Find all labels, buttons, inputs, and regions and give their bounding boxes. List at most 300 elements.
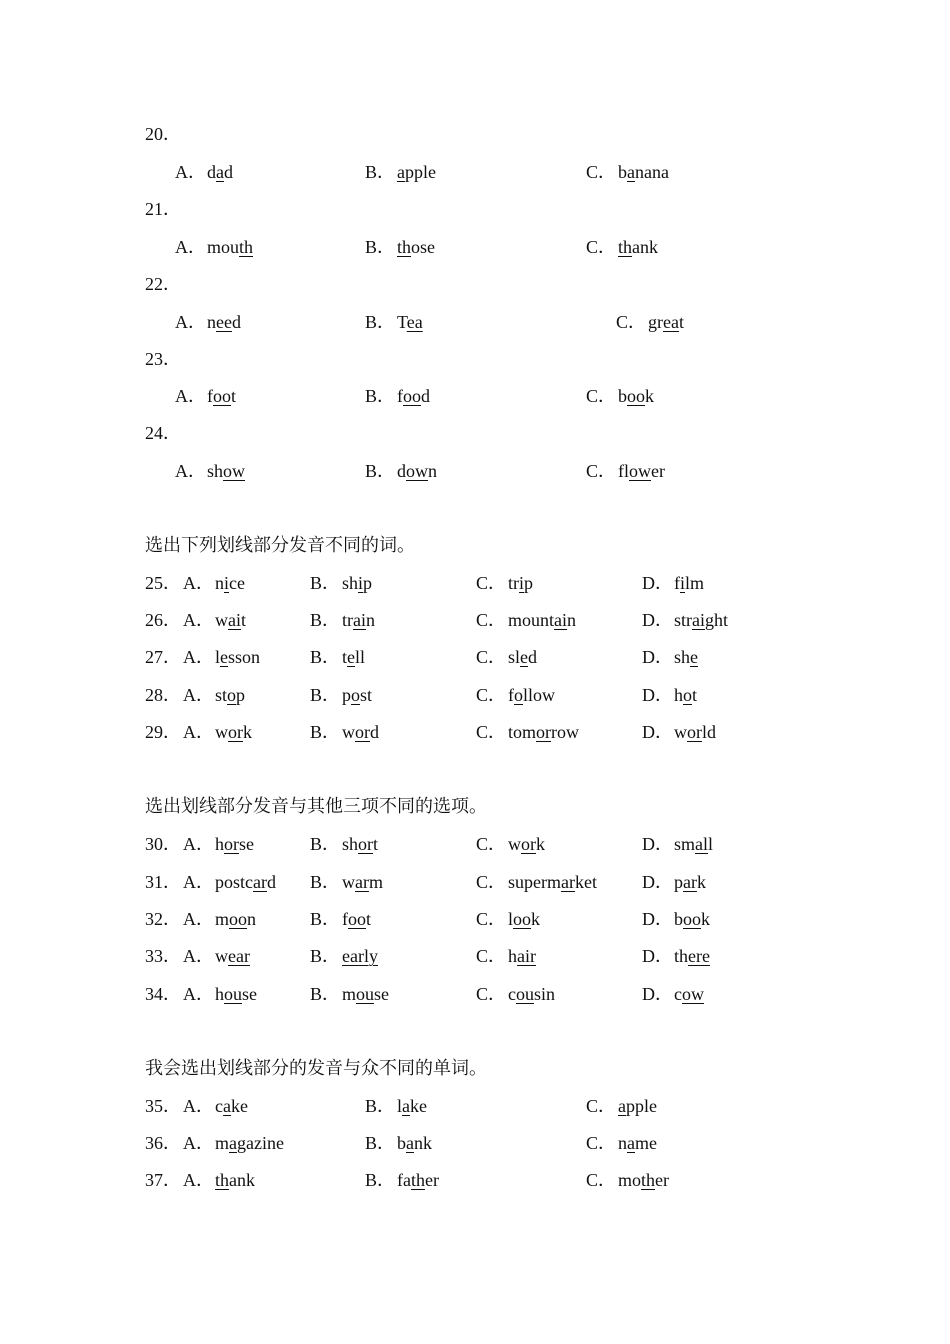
option-word[interactable] <box>618 1131 657 1155</box>
option-word[interactable] <box>215 571 245 595</box>
question-row <box>0 1131 950 1155</box>
underlined-segment: ar <box>355 872 369 892</box>
underlined-segment: th <box>618 237 633 257</box>
word-segment: str <box>674 610 692 630</box>
option-word[interactable] <box>508 608 576 632</box>
option-letter: A． <box>175 461 206 481</box>
word-segment: f <box>397 386 403 406</box>
word-segment: p <box>342 685 351 705</box>
word-segment: d <box>397 461 406 481</box>
underlined-segment: early <box>342 946 378 966</box>
word-segment: ose <box>411 237 436 257</box>
word-segment: ght <box>705 610 729 630</box>
option-letter: A． <box>175 237 206 257</box>
option-letter: C． <box>476 834 507 854</box>
option-word[interactable] <box>215 683 245 707</box>
question-number: 36． <box>145 1133 181 1153</box>
option-letter: B． <box>310 984 341 1004</box>
option-letter: A． <box>183 872 214 892</box>
word-segment: p <box>236 685 246 705</box>
word-segment: pple <box>405 162 436 182</box>
question-number-line <box>0 421 950 445</box>
option-letter: A． <box>183 1133 214 1153</box>
option-letter: A． <box>183 1096 214 1116</box>
question-number: 34． <box>145 984 181 1004</box>
word-segment: b <box>397 1133 406 1153</box>
option-word[interactable] <box>508 571 533 595</box>
option-word[interactable] <box>342 608 375 632</box>
word-segment: p <box>363 573 373 593</box>
word-segment: m <box>215 909 230 929</box>
underlined-segment: o <box>351 685 360 705</box>
question-number: 33． <box>145 946 181 966</box>
underlined-segment: oo <box>348 909 366 929</box>
option-word[interactable] <box>342 907 371 931</box>
option-word[interactable] <box>508 907 540 931</box>
option-word[interactable] <box>674 870 706 894</box>
word-segment: h <box>215 984 224 1004</box>
word-segment: ll <box>355 647 366 667</box>
underlined-segment: or <box>687 722 702 742</box>
option-letter: B． <box>310 722 341 742</box>
underlined-segment: a <box>229 1133 238 1153</box>
word-segment: superm <box>508 872 561 892</box>
question-row <box>0 645 950 669</box>
option-word[interactable] <box>674 645 698 669</box>
underlined-segment: oo <box>213 386 231 406</box>
word-segment: n <box>618 1133 627 1153</box>
word-segment: h <box>508 946 517 966</box>
underlined-segment: e <box>347 647 356 667</box>
underlined-segment: ar <box>253 872 267 892</box>
section-instruction: 选出下列划线部分发音不同的词。 <box>145 535 415 555</box>
word-segment: w <box>215 722 228 742</box>
option-letter: B． <box>365 1133 396 1153</box>
option-word[interactable] <box>508 982 555 1006</box>
option-word[interactable] <box>508 720 579 744</box>
option-letter: D． <box>642 722 673 742</box>
question-row <box>0 944 950 968</box>
option-word[interactable] <box>508 870 597 894</box>
option-word[interactable] <box>207 235 253 259</box>
word-segment: t <box>241 610 247 630</box>
question-number: 22． <box>145 274 181 294</box>
word-segment: ank <box>632 237 659 257</box>
underlined-segment: ai <box>228 610 241 630</box>
underlined-segment: o <box>227 685 237 705</box>
option-letter: D． <box>642 685 673 705</box>
option-letter: B． <box>310 573 341 593</box>
question-number: 35． <box>145 1096 181 1116</box>
option-word[interactable] <box>508 683 555 707</box>
word-segment: w <box>342 872 355 892</box>
option-word[interactable] <box>342 832 378 856</box>
underlined-segment: a <box>402 1096 411 1116</box>
question-row <box>0 1168 950 1192</box>
option-letter: C． <box>476 685 507 705</box>
option-letter: B． <box>365 1170 396 1190</box>
underlined-segment: ow <box>223 461 246 481</box>
word-segment: p <box>674 872 683 892</box>
option-word[interactable] <box>215 944 250 968</box>
word-segment: w <box>674 722 687 742</box>
option-letter: D． <box>642 872 673 892</box>
underlined-segment: i <box>680 573 686 593</box>
word-segment: d <box>207 162 216 182</box>
option-word[interactable] <box>618 235 658 259</box>
underlined-segment: oo <box>229 909 248 929</box>
option-word[interactable] <box>618 1168 669 1192</box>
word-segment: h <box>215 834 224 854</box>
word-segment: se <box>239 834 254 854</box>
underlined-segment: a <box>627 162 635 182</box>
underlined-segment: ou <box>356 984 375 1004</box>
question-row <box>0 683 950 707</box>
underlined-segment: ow <box>406 461 428 481</box>
option-word[interactable] <box>215 645 260 669</box>
underlined-segment: ow <box>682 984 704 1004</box>
underlined-segment: ai <box>353 610 366 630</box>
option-word[interactable] <box>674 571 704 595</box>
option-word[interactable] <box>397 384 430 408</box>
word-segment: mou <box>207 237 240 257</box>
word-segment: k <box>243 722 252 742</box>
underlined-segment: or <box>536 722 552 742</box>
option-letter: B． <box>365 237 396 257</box>
question-number-line <box>0 197 950 221</box>
option-word[interactable] <box>508 645 537 669</box>
word-segment: l <box>215 647 221 667</box>
option-letter: A． <box>183 722 214 742</box>
option-letter: C． <box>476 872 507 892</box>
question-row <box>0 1094 950 1118</box>
underlined-segment: a <box>223 1096 231 1116</box>
option-word[interactable] <box>397 1131 432 1155</box>
word-segment: w <box>215 946 228 966</box>
option-letter: B． <box>310 872 341 892</box>
option-letter: C． <box>476 946 507 966</box>
word-segment: k <box>645 386 654 406</box>
underlined-segment: ar <box>561 872 575 892</box>
word-segment: tr <box>342 610 353 630</box>
word-segment: postc <box>215 872 253 892</box>
word-segment: l <box>397 1096 403 1116</box>
underlined-segment: ou <box>516 984 534 1004</box>
option-word[interactable] <box>618 459 665 483</box>
option-word[interactable] <box>397 1094 427 1118</box>
underlined-segment: ai <box>692 610 705 630</box>
word-segment: k <box>701 909 710 929</box>
word-segment: m <box>368 872 383 892</box>
option-letter: A． <box>183 610 214 630</box>
word-segment: ld <box>702 722 717 742</box>
word-segment: ket <box>574 872 597 892</box>
word-segment: se <box>374 984 390 1004</box>
underlined-segment: oo <box>627 386 645 406</box>
option-word[interactable] <box>674 720 716 744</box>
option-word[interactable] <box>342 720 379 744</box>
option-word[interactable] <box>215 907 256 931</box>
question-number: 26． <box>145 610 181 630</box>
word-segment: me <box>635 1133 657 1153</box>
word-segment: f <box>674 573 680 593</box>
question-number-line <box>0 347 950 371</box>
underlined-segment: o <box>514 685 523 705</box>
word-segment: m <box>342 984 357 1004</box>
option-word[interactable] <box>215 832 254 856</box>
word-segment: w <box>342 722 355 742</box>
word-segment: st <box>360 685 373 705</box>
underlined-segment: i <box>358 573 364 593</box>
question-options <box>0 459 950 483</box>
question-row <box>0 571 950 595</box>
question-row <box>0 832 950 856</box>
option-word[interactable] <box>342 645 365 669</box>
option-letter: A． <box>183 909 214 929</box>
question-number: 29． <box>145 722 181 742</box>
option-letter: C． <box>586 1170 617 1190</box>
word-segment: d <box>224 162 233 182</box>
option-word[interactable] <box>207 310 241 334</box>
option-word[interactable] <box>342 683 372 707</box>
option-letter: D． <box>642 984 673 1004</box>
option-word[interactable] <box>674 907 710 931</box>
option-letter: C． <box>586 1133 617 1153</box>
option-word[interactable] <box>215 1131 284 1155</box>
word-segment: f <box>342 909 348 929</box>
option-letter: C． <box>586 237 617 257</box>
option-letter: B． <box>365 386 396 406</box>
question-number: 24． <box>145 423 181 443</box>
word-segment: d <box>370 722 379 742</box>
underlined-segment: ai <box>554 610 568 630</box>
word-segment: l <box>508 909 514 929</box>
underlined-segment: e <box>220 647 229 667</box>
question-number: 25． <box>145 573 181 593</box>
option-letter: D． <box>642 834 673 854</box>
word-segment: n <box>215 573 224 593</box>
option-word[interactable] <box>215 982 257 1006</box>
word-segment: w <box>215 610 228 630</box>
word-segment: t <box>692 685 698 705</box>
underlined-segment: a <box>618 1096 626 1116</box>
word-segment: f <box>207 386 213 406</box>
option-word[interactable] <box>508 832 545 856</box>
option-letter: B． <box>365 162 396 182</box>
word-segment: sh <box>674 647 691 667</box>
word-segment: row <box>551 722 580 742</box>
word-segment: d <box>421 386 430 406</box>
word-segment: sh <box>342 834 359 854</box>
word-segment: k <box>531 909 541 929</box>
word-segment: st <box>215 685 228 705</box>
word-segment: d <box>231 312 241 332</box>
option-word[interactable] <box>215 608 246 632</box>
option-letter: B． <box>310 610 341 630</box>
underlined-segment: air <box>517 946 536 966</box>
option-letter: A． <box>175 312 206 332</box>
word-segment: n <box>366 610 375 630</box>
word-segment: th <box>674 946 689 966</box>
option-letter: D． <box>642 946 673 966</box>
word-segment: f <box>508 685 514 705</box>
word-segment: l <box>708 834 714 854</box>
question-number-line <box>0 272 950 296</box>
underlined-segment: or <box>228 722 243 742</box>
option-letter: C． <box>476 573 507 593</box>
underlined-segment: a <box>397 162 405 182</box>
underlined-segment: or <box>358 834 374 854</box>
word-segment: tr <box>508 573 519 593</box>
option-word[interactable] <box>215 870 276 894</box>
underlined-segment: ee <box>216 312 232 332</box>
word-segment: sl <box>508 647 521 667</box>
underlined-segment: i <box>519 573 525 593</box>
option-word[interactable] <box>342 870 383 894</box>
question-number: 20． <box>145 124 181 144</box>
option-letter: B． <box>365 312 396 332</box>
option-letter: C． <box>476 610 507 630</box>
option-word[interactable] <box>674 608 728 632</box>
option-word[interactable] <box>397 160 436 184</box>
word-segment: nk <box>414 1133 432 1153</box>
underlined-segment: a <box>406 1133 414 1153</box>
word-segment: gazine <box>237 1133 284 1153</box>
underlined-segment: e <box>520 647 529 667</box>
question-number: 27． <box>145 647 181 667</box>
option-word[interactable] <box>648 310 684 334</box>
option-word[interactable] <box>618 1094 657 1118</box>
option-letter: D． <box>642 610 673 630</box>
word-segment: gr <box>648 312 663 332</box>
word-segment: er <box>425 1170 439 1190</box>
underlined-segment: th <box>410 1170 425 1190</box>
option-word[interactable] <box>215 1094 248 1118</box>
option-letter: C． <box>586 461 617 481</box>
question-number: 23． <box>145 349 181 369</box>
option-word[interactable] <box>674 944 710 968</box>
word-segment: sm <box>674 834 696 854</box>
question-number: 30． <box>145 834 181 854</box>
option-letter: C． <box>476 984 507 1004</box>
option-word[interactable] <box>342 982 389 1006</box>
option-letter: D． <box>642 573 673 593</box>
word-segment: n <box>207 312 216 332</box>
option-letter: A． <box>183 1170 214 1190</box>
word-segment: mo <box>618 1170 642 1190</box>
underlined-segment: a <box>627 1133 635 1153</box>
word-segment: se <box>242 984 257 1004</box>
word-segment: sson <box>228 647 261 667</box>
word-segment: t <box>342 647 348 667</box>
word-segment: c <box>508 984 516 1004</box>
word-segment: c <box>674 984 682 1004</box>
underlined-segment: oo <box>403 386 421 406</box>
option-word[interactable] <box>397 310 423 334</box>
option-letter: C． <box>476 647 507 667</box>
underlined-segment: a <box>216 162 224 182</box>
word-segment: c <box>215 1096 223 1116</box>
word-segment: d <box>528 647 538 667</box>
option-word[interactable] <box>674 832 713 856</box>
word-segment: sh <box>342 573 359 593</box>
word-segment: k <box>536 834 545 854</box>
option-word[interactable] <box>207 384 236 408</box>
word-segment: t <box>678 312 684 332</box>
word-segment: lm <box>685 573 705 593</box>
word-segment: w <box>508 834 521 854</box>
question-options <box>0 160 950 184</box>
option-word[interactable] <box>215 720 252 744</box>
word-segment: t <box>366 909 372 929</box>
underlined-segment: ea <box>406 312 423 332</box>
option-letter: D． <box>642 647 673 667</box>
word-segment: llow <box>523 685 556 705</box>
option-word[interactable] <box>207 160 233 184</box>
underlined-segment: i <box>224 573 230 593</box>
word-segment: n <box>428 461 437 481</box>
question-options <box>0 235 950 259</box>
option-word[interactable] <box>508 944 536 968</box>
option-word[interactable] <box>215 1168 255 1192</box>
question-row <box>0 870 950 894</box>
option-letter: A． <box>183 573 214 593</box>
option-letter: B． <box>365 461 396 481</box>
question-number: 28． <box>145 685 181 705</box>
option-word[interactable] <box>397 459 437 483</box>
underlined-segment: al <box>695 834 709 854</box>
word-segment: ke <box>231 1096 248 1116</box>
option-word[interactable] <box>207 459 245 483</box>
underlined-segment: e <box>690 647 699 667</box>
word-segment: nana <box>635 162 669 182</box>
word-segment: b <box>618 162 627 182</box>
option-word[interactable] <box>618 384 654 408</box>
word-segment: t <box>373 834 379 854</box>
question-row <box>0 720 950 744</box>
section-instruction: 选出划线部分发音与其他三项不同的选项。 <box>145 796 487 816</box>
word-segment: b <box>618 386 627 406</box>
underlined-segment: or <box>224 834 239 854</box>
word-segment: n <box>247 909 257 929</box>
word-segment: d <box>266 872 276 892</box>
underlined-segment: or <box>521 834 536 854</box>
option-letter: A． <box>183 647 214 667</box>
option-word[interactable] <box>342 944 378 968</box>
underlined-segment: ea <box>663 312 679 332</box>
word-segment: n <box>567 610 577 630</box>
word-segment: k <box>696 872 706 892</box>
option-word[interactable] <box>397 235 435 259</box>
question-row <box>0 982 950 1006</box>
question-number: 37． <box>145 1170 181 1190</box>
option-word[interactable] <box>674 683 697 707</box>
word-segment: m <box>215 1133 230 1153</box>
option-word[interactable] <box>674 982 704 1006</box>
section-instruction: 我会选出划线部分的发音与众不同的单词。 <box>145 1058 487 1078</box>
option-word[interactable] <box>342 571 372 595</box>
option-word[interactable] <box>397 1168 439 1192</box>
option-word[interactable] <box>618 160 669 184</box>
option-letter: C． <box>616 312 647 332</box>
word-segment: ce <box>229 573 245 593</box>
question-row <box>0 907 950 931</box>
word-segment: pple <box>626 1096 657 1116</box>
underlined-segment: th <box>641 1170 656 1190</box>
option-letter: B． <box>310 909 341 929</box>
word-segment: h <box>674 685 683 705</box>
option-letter: A． <box>175 162 206 182</box>
